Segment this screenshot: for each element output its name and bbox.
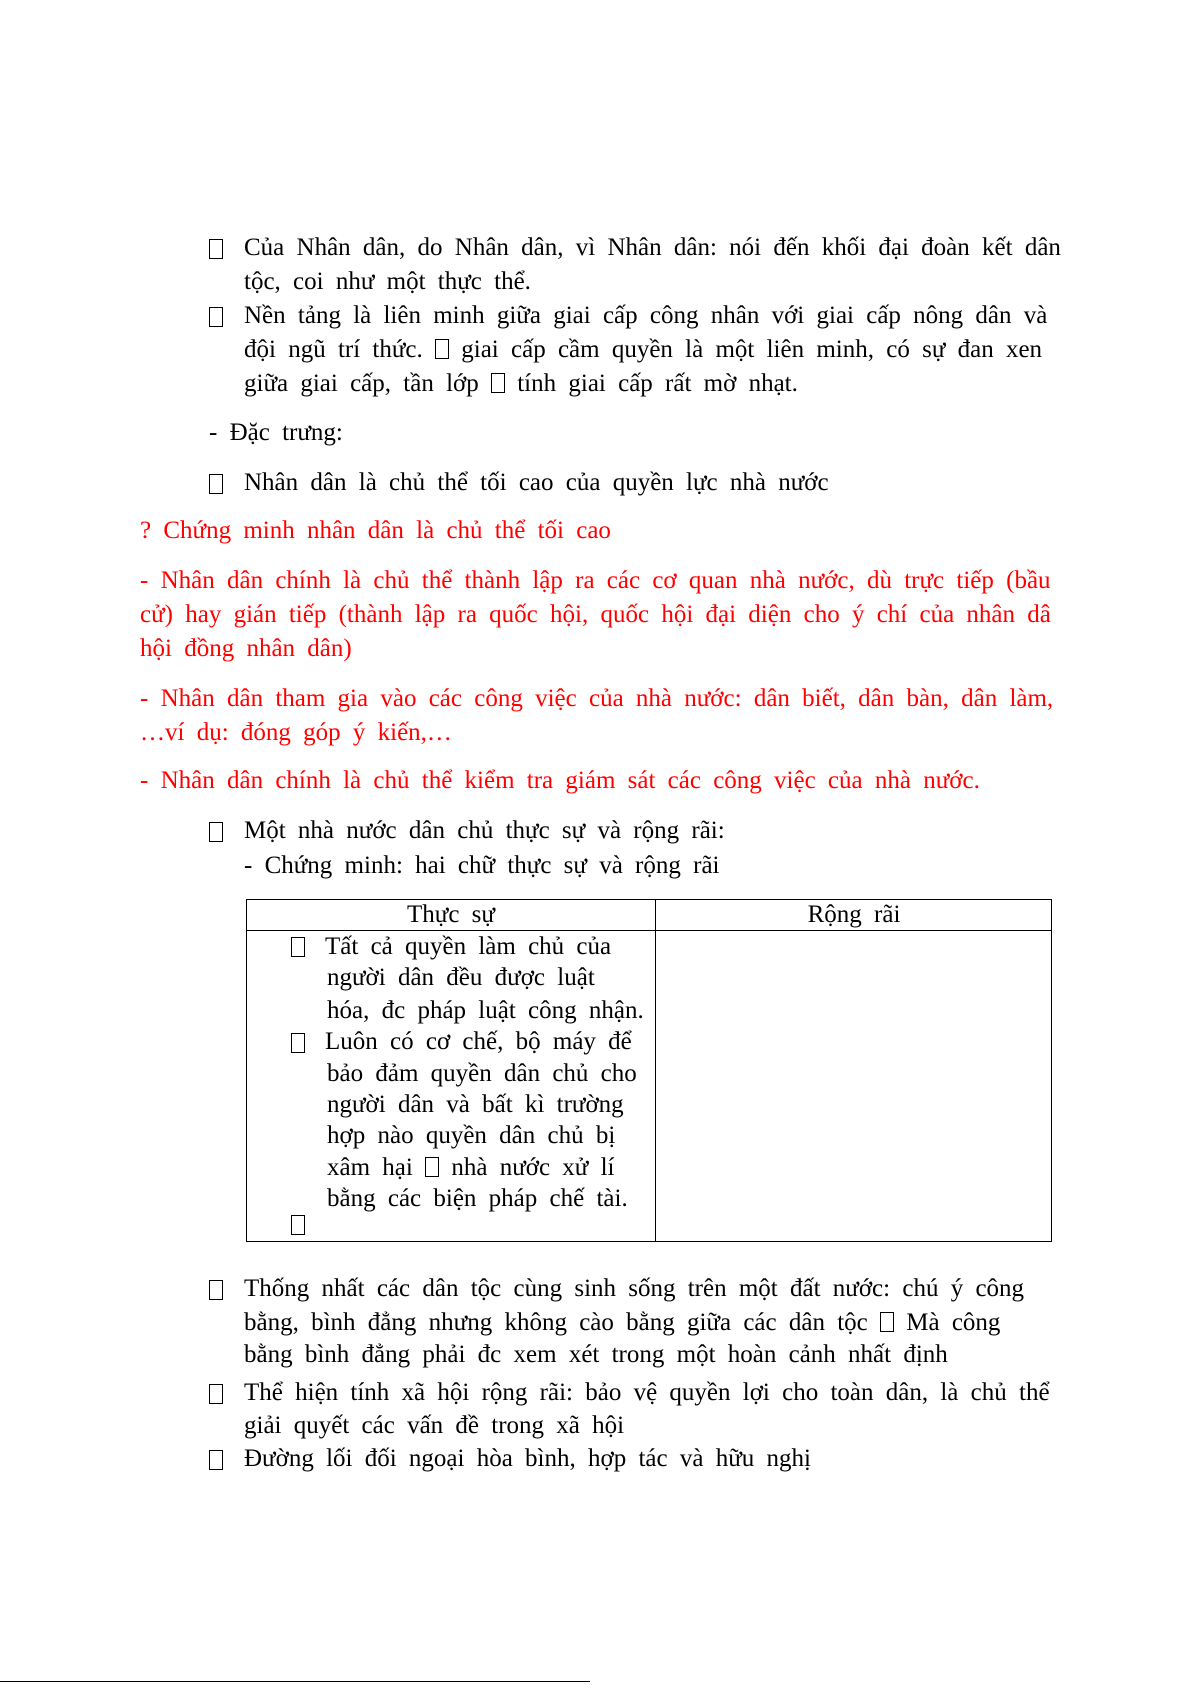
- footnote-separator: [0, 1681, 590, 1682]
- bullet-icon: [291, 1033, 305, 1053]
- text-segment: tính giai cấp rất mờ nhạt.: [517, 370, 798, 397]
- table-header-actual: Thực sự: [407, 901, 495, 928]
- table-header-broad: Rộng rãi: [807, 901, 901, 928]
- table-cell-line: [327, 1153, 615, 1183]
- text-line: Thể hiện tính xã hội rộng rãi: bảo vệ quyền lợi cho toàn dân, là chủ thể: [244, 1379, 1050, 1406]
- table-cell-line: bằng các biện pháp chế tài.: [327, 1185, 628, 1212]
- table-cell-line: người dân và bất kì trường: [327, 1091, 624, 1118]
- text-line: Nền tảng là liên minh giữa giai cấp công nhân với giai cấp nông dân và: [244, 302, 1048, 329]
- table-cell-line: Tất cả quyền làm chủ của: [325, 933, 612, 960]
- bullet-icon: [209, 1280, 223, 1300]
- bullet-icon: [209, 474, 223, 494]
- bullet-icon: [291, 937, 305, 957]
- text-line: Thống nhất các dân tộc cùng sinh sống trên một đất nước: chú ý công: [244, 1275, 1025, 1302]
- table-cell-line: Luôn có cơ chế, bộ máy để: [325, 1028, 632, 1055]
- text-line: tộc, coi như một thực thể.: [244, 268, 531, 295]
- table-column-divider: [655, 899, 656, 1242]
- text-segment: bằng, bình đẳng nhưng không cào bằng giữa các dân tộc: [244, 1309, 868, 1336]
- bullet-icon: [209, 822, 223, 842]
- bullet-icon: [209, 1450, 223, 1470]
- text-line: [244, 335, 1042, 365]
- text-line: bằng bình đẳng phải đc xem xét trong một hoàn cảnh nhất định: [244, 1341, 948, 1368]
- text-segment: Mà công: [906, 1309, 1001, 1336]
- text-line: Nhân dân là chủ thể tối cao của quyền lực nhà nước: [244, 469, 829, 496]
- arrow-icon: [425, 1157, 439, 1177]
- text-line: [244, 369, 798, 399]
- text-segment: xâm hại: [327, 1154, 413, 1181]
- section-heading: - Đặc trưng:: [209, 419, 343, 446]
- text-segment: nhà nước xử lí: [451, 1154, 615, 1181]
- bullet-icon: [209, 239, 223, 259]
- question-line: ? Chứng minh nhân dân là chủ thể tối cao: [140, 517, 611, 544]
- bullet-icon: [209, 1384, 223, 1404]
- table-cell-line: người dân đều được luật: [327, 964, 595, 991]
- table-cell-line: hóa, đc pháp luật công nhận.: [327, 997, 644, 1024]
- text-segment: đội ngũ trí thức.: [244, 336, 423, 363]
- table-cell-line: hợp nào quyền dân chủ bị: [327, 1122, 616, 1149]
- bullet-icon: [291, 1215, 305, 1235]
- answer-line: hội đồng nhân dân): [140, 635, 352, 662]
- answer-line: cử) hay gián tiếp (thành lập ra quốc hội, quốc hội đại diện cho ý chí của nhân dâ: [140, 601, 1051, 628]
- text-segment: giữa giai cấp, tần lớp: [244, 370, 479, 397]
- answer-line: - Nhân dân chính là chủ thể thành lập ra các cơ quan nhà nước, dù trực tiếp (bầu: [140, 567, 1051, 594]
- arrow-icon: [491, 373, 505, 393]
- answer-line: - Nhân dân chính là chủ thể kiểm tra giám sát các công việc của nhà nước.: [140, 767, 980, 794]
- text-segment: giai cấp cầm quyền là một liên minh, có sự đan xen: [461, 336, 1043, 363]
- arrow-icon: [880, 1312, 894, 1332]
- answer-line: - Nhân dân tham gia vào các công việc của nhà nước: dân biết, dân bàn, dân làm,: [140, 685, 1054, 712]
- text-line: Đường lối đối ngoại hòa bình, hợp tác và hữu nghị: [244, 1445, 811, 1472]
- answer-line: …ví dụ: đóng góp ý kiến,…: [140, 719, 452, 746]
- table-cell-line: bảo đảm quyền dân chủ cho: [327, 1060, 637, 1087]
- text-line: - Chứng minh: hai chữ thực sự và rộng rãi: [244, 852, 720, 879]
- arrow-icon: [435, 339, 449, 359]
- text-line: Một nhà nước dân chủ thực sự và rộng rãi:: [244, 817, 725, 844]
- bullet-icon: [209, 307, 223, 327]
- text-line: giải quyết các vấn đề trong xã hội: [244, 1412, 625, 1439]
- text-line: [244, 1308, 1000, 1338]
- text-line: Của Nhân dân, do Nhân dân, vì Nhân dân: nói đến khối đại đoàn kết dân: [244, 234, 1061, 261]
